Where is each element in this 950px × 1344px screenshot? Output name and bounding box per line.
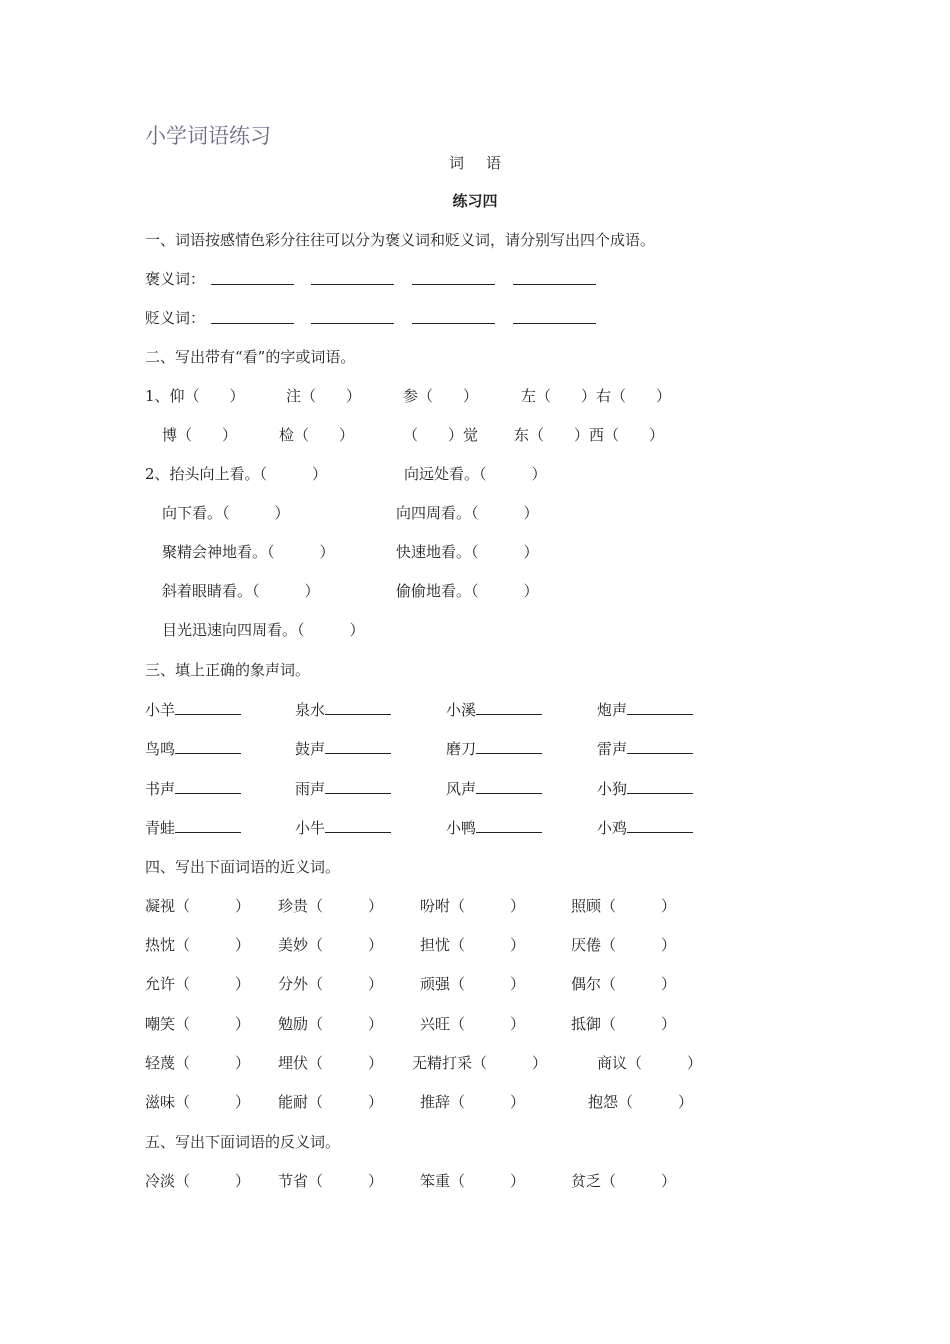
answer-blank[interactable] [325, 816, 391, 833]
synonym-item: 无精打采（ ） [412, 1054, 548, 1072]
answer-blank[interactable] [476, 816, 542, 833]
synonym-item: 吩咐（ ） [420, 897, 526, 915]
synonym-item: 美妙（ ） [278, 936, 384, 954]
answer-blank[interactable] [476, 777, 542, 794]
antonym-item: 冷淡（ ） [145, 1172, 251, 1190]
onomatopoeia-word: 小溪 [446, 701, 477, 719]
synonym-item: 厌倦（ ） [571, 936, 677, 954]
synonym-item: 分外（ ） [278, 975, 384, 993]
document-title: 小学词语练习 [145, 124, 271, 148]
section1-heading: 一、词语按感情色彩分往往可以分为褒义词和贬义词，请分别写出四个成语。 [145, 231, 656, 249]
onomatopoeia-word: 磨刀 [446, 740, 477, 758]
look-phrase-row [145, 502, 705, 524]
answer-blank[interactable] [325, 737, 391, 754]
synonym-row [145, 895, 745, 917]
onomatopoeia-row [145, 737, 705, 759]
fill-item: 参（ ） [403, 387, 479, 405]
onomatopoeia-word: 小羊 [145, 701, 176, 719]
antonym-row [145, 1170, 745, 1192]
synonym-item: 埋伏（ ） [278, 1054, 384, 1072]
answer-blank[interactable] [311, 268, 394, 285]
look-phrase-row [145, 580, 705, 602]
onomatopoeia-word: 小狗 [597, 780, 628, 798]
synonym-row [145, 1052, 745, 1074]
synonym-item: 商议（ ） [597, 1054, 703, 1072]
fill-item: 注（ ） [286, 387, 362, 405]
answer-blank[interactable] [476, 698, 542, 715]
onomatopoeia-word: 雨声 [295, 780, 326, 798]
fill-item: 目光迅速向四周看。（ ） [162, 621, 365, 639]
onomatopoeia-word: 小鸡 [597, 819, 628, 837]
answer-blank[interactable] [175, 816, 241, 833]
synonym-item: 照顾（ ） [571, 897, 677, 915]
fill-item: 向下看。（ ） [162, 504, 290, 522]
synonym-item: 珍贵（ ） [278, 897, 384, 915]
onomatopoeia-row [145, 698, 705, 720]
fill-item: 博（ ） [162, 426, 238, 444]
onomatopoeia-word: 雷声 [597, 740, 628, 758]
answer-blank[interactable] [627, 737, 693, 754]
answer-blank[interactable] [175, 698, 241, 715]
answer-blank[interactable] [627, 816, 693, 833]
synonym-row [145, 1013, 745, 1035]
fill-item: 斜着眼睛看。（ ） [162, 582, 320, 600]
fill-item: 向远处看。（ ） [404, 465, 547, 483]
synonym-item: 滋味（ ） [145, 1093, 251, 1111]
synonym-row [145, 934, 745, 956]
onomatopoeia-row [145, 816, 705, 838]
look-phrase-row [145, 541, 705, 563]
row-label: 贬义词： [145, 309, 206, 327]
answer-blank[interactable] [513, 268, 596, 285]
synonym-item: 担忧（ ） [420, 936, 526, 954]
exercise-title: 练习四 [452, 192, 498, 210]
derogatory-row [145, 307, 605, 329]
onomatopoeia-word: 小鸭 [446, 819, 477, 837]
section4-heading: 四、写出下面词语的近义词。 [145, 858, 341, 876]
synonym-item: 轻蔑（ ） [145, 1054, 251, 1072]
subtitle: 词语 [448, 154, 523, 172]
look-word-row [145, 385, 705, 407]
onomatopoeia-word: 小牛 [295, 819, 326, 837]
synonym-item: 允许（ ） [145, 975, 251, 993]
fill-item: 2、抬头向上看。（ ） [145, 465, 328, 483]
answer-blank[interactable] [412, 307, 495, 324]
answer-blank[interactable] [513, 307, 596, 324]
synonym-row [145, 973, 745, 995]
onomatopoeia-word: 鸟鸣 [145, 740, 176, 758]
onomatopoeia-word: 鼓声 [295, 740, 326, 758]
synonym-item: 能耐（ ） [278, 1093, 384, 1111]
row-label: 褒义词： [145, 270, 206, 288]
synonym-item: 顽强（ ） [420, 975, 526, 993]
look-phrase-row [145, 619, 705, 641]
answer-blank[interactable] [325, 698, 391, 715]
answer-blank[interactable] [211, 307, 294, 324]
answer-blank[interactable] [627, 698, 693, 715]
synonym-item: 抵御（ ） [571, 1015, 677, 1033]
onomatopoeia-word: 书声 [145, 780, 176, 798]
onomatopoeia-row [145, 777, 705, 799]
antonym-item: 笨重（ ） [420, 1172, 526, 1190]
onomatopoeia-word: 青蛙 [145, 819, 176, 837]
section5-heading: 五、写出下面词语的反义词。 [145, 1133, 341, 1151]
fill-item: 向四周看。（ ） [396, 504, 539, 522]
fill-item: 东（ ）西（ ） [514, 426, 665, 444]
look-phrase-row [145, 463, 705, 485]
synonym-item: 兴旺（ ） [420, 1015, 526, 1033]
answer-blank[interactable] [175, 737, 241, 754]
synonym-item: 热忱（ ） [145, 936, 251, 954]
fill-item: 检（ ） [279, 426, 355, 444]
synonym-item: 偶尔（ ） [571, 975, 677, 993]
answer-blank[interactable] [476, 737, 542, 754]
answer-blank[interactable] [325, 777, 391, 794]
synonym-item: 嘲笑（ ） [145, 1015, 251, 1033]
answer-blank[interactable] [311, 307, 394, 324]
fill-item: 聚精会神地看。（ ） [162, 543, 335, 561]
antonym-item: 节省（ ） [278, 1172, 384, 1190]
synonym-item: 抱怨（ ） [588, 1093, 694, 1111]
fill-item: 偷偷地看。（ ） [396, 582, 539, 600]
answer-blank[interactable] [211, 268, 294, 285]
fill-item: 快速地看。（ ） [396, 543, 539, 561]
section2-heading: 二、写出带有“看”的字或词语。 [145, 348, 356, 366]
onomatopoeia-word: 泉水 [295, 701, 326, 719]
synonym-item: 凝视（ ） [145, 897, 251, 915]
answer-blank[interactable] [627, 777, 693, 794]
onomatopoeia-word: 风声 [446, 780, 477, 798]
synonym-row [145, 1091, 745, 1113]
answer-blank[interactable] [412, 268, 495, 285]
section3-heading: 三、填上正确的象声词。 [145, 661, 311, 679]
onomatopoeia-word: 炮声 [597, 701, 628, 719]
synonym-item: 勉励（ ） [278, 1015, 384, 1033]
synonym-item: 推辞（ ） [420, 1093, 526, 1111]
antonym-item: 贫乏（ ） [571, 1172, 677, 1190]
fill-item: （ ）觉 [403, 426, 479, 444]
fill-item: 左（ ）右（ ） [521, 387, 672, 405]
commendatory-row [145, 268, 605, 290]
look-word-row [145, 424, 705, 446]
answer-blank[interactable] [175, 777, 241, 794]
fill-item: 1、仰（ ） [145, 387, 245, 405]
